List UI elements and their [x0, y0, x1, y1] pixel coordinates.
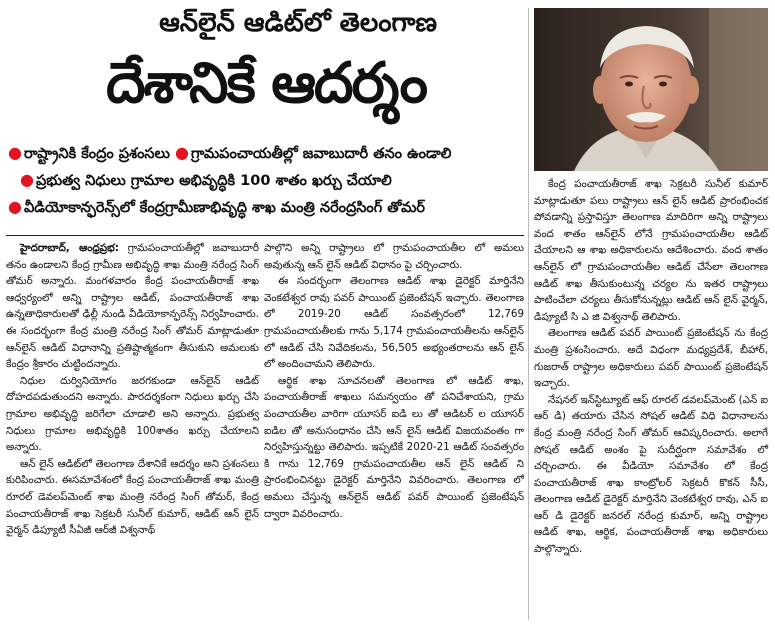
paragraph: ఆర్థిక శాఖ సూచనలతో తెలంగాణ లో ఆడిట్ శాఖ, పంచాయతీరాజ్ శాఖలు సమన్వయం తో పనిచేశాయని, గ్రామ పంచాయతీల వారిగా యూసర్ ఐడి లు తో ఆడిటర్ ల యూసర్ ఐడిల తో అనుసంధానం చేసి ఆన్ లైన్ ఆడిట్ విజయవంతం గా నిర్వహిస్తున్నట్టు తెలిపారు. ఇప్పటికే 2020-21 ఆడిట్ సంవత్సరం కి గాను 12,769 గ్రామపంచాయతీల ఆన్ లైన్ ఆడిట్ ని ప్రారంభించినట్టు డైరెక్టర్ మార్తినేని వివరించారు. తెలంగాణ లో అమలు చేస్తున్న ఆన్‌లైన్ ఆడిట్ పవర్ పాయింట్ ప్రజెంటేషన్ ద్వారా వివరించారు.: [264, 374, 524, 520]
bullet-icon: ●: [20, 170, 34, 189]
article-headline: దేశానికే ఆదర్శం: [105, 51, 426, 116]
subhead-3: ● వీడియోకాన్ఫరెన్స్‌లో కేంద్రగ్రామీణాభివృద్ధి శాఖ మంత్రి నరేంద్రసింగ్ తోమర్: [8, 197, 426, 216]
divider: [6, 235, 524, 236]
paragraph: నేషనల్ ఇన్‌స్టిట్యూట్ ఆఫ్ రూరల్ డవలప్‌మెంట్ (ఎన్ ఐ ఆర్ డి) తయారు చేసిన సోషల్ ఆడిట్ విధి విధానాలను కేంద్ర మంత్రి నరేంద్ర సింగ్ తోమర్ ఆవిష్కరించారు. అలాగే సోషల్ ఆడిట్ అంశం పై సుదీర్ఘంగా సమావేశం లో చర్చించారు. ఈ వీడియో సమావేశం లో కేంద్ర పంచాయతీరాజ్ శాఖ కాంట్రోలర్ సెక్రటరీ కొకన్ సీసీ, తెలంగాణ ఆడిట్ డైరెక్టర్ మార్తినేని వెంకటేశ్వర రావు, ఎన్ ఐ ఆర్ డి డైరెక్టర్ జనరల్ నరేంద్ర కుమార్, అన్ని రాష్ట్రాల ఆడిట్ శాఖ, ఆర్థిక, పంచాయతీరాజ్ శాఖ అధికారులు పాల్గొన్నారు.: [534, 393, 768, 556]
article-kicker: ఆన్‌లైన్ ఆడిట్‌లో తెలంగాణ: [159, 8, 437, 38]
subhead-1: ● రాష్ట్రానికి కేంద్రం ప్రశంసలు ● గ్రామపంచాయతీల్లో జవాబుదారీ తనం ఉండాలి: [8, 143, 452, 162]
dateline: హైదరాబాద్, ఆంధ్రప్రభ:: [20, 242, 119, 254]
article-column-2: [264, 240, 524, 522]
paragraph: నిధుల దుర్వినియోగం జరగకుండా ఆన్‌లైన్ ఆడిట్ దోహదపడుతుందని అన్నారు. పారదర్శకంగా నిధులు ఖర్చు చేసి గ్రామాల అభివృద్ధి జరిగేలా చూడాలి అని అన్నారు. ప్రభుత్వ నిధులు గ్రామాల అభివృద్ధికి 100శాతం ఖర్చు చేయాలని అన్నారు.: [6, 374, 259, 454]
paragraph: తెలంగాణ ఆడిట్ పవర్ పాయింట్ ప్రజెంటేషన్ ను కేంద్ర మంత్రి ప్రశంసించారు. అదే విధంగా మధ్యప్రదేశ్, బీహార్, గుజరాత్ రాష్ట్రాల అధికారులు పవర్ పాయింట్ ప్రజెంటేషన్ ఇచ్చారు.: [534, 327, 768, 390]
minister-photo: [534, 8, 768, 171]
bullet-icon: ●: [8, 197, 22, 216]
article-column-1: [6, 240, 259, 539]
paragraph: హైదరాబాద్, ఆంధ్రప్రభ: గ్రామపంచాయతీల్లో జవాబుదారీ తనం ఉండాలని కేంద్ర గ్రామీణ అభివృద్ధి శాఖ మంత్రి నరేంద్ర సింగ్ తోమర్ అన్నారు. మంగళవారం కేంద్ర పంచాయతీరాజ్ శాఖ ఆధ్వర్యంలో అన్ని రాష్ట్రాల ఆడిట్, పంచాయతీరాజ్ శాఖ ఉన్నతాధికారులతో ఢిల్లీ నుండి వీడియోకాన్ఫరెన్స్ నిర్వహించారు. ఈ సందర్భంగా కేంద్ర మంత్రి నరేంద్ర సింగ్ తోమర్ మాట్లాడుతూ ఆన్‌లైన్ ఆడిట్ విధానాన్ని ప్రతిష్టాత్మకంగా తీసుకుని అమలుకు కేంద్రం శ్రీకారం చుట్టిందన్నారు.: [6, 242, 259, 371]
bullet-icon: ●: [8, 143, 22, 162]
bullet-icon: ●: [174, 143, 189, 162]
paragraph: కేంద్ర పంచాయతీరాజ్ శాఖ సెక్రటరీ సునీల్ కుమార్ మాట్లాడుతూ పలు రాష్ట్రాలు ఆన్ లైన్ ఆడిట్ ప్రారంభించక పోవడాన్ని ప్రస్తావిస్తూ తెలంగాణ మాదిరిగా అన్ని రాష్ట్రాలు వంద శాతం ఆన్‌లైన్ లోనే గ్రామపంచాయతీల ఆడిట్ చేయాలని ఆ శాఖ అధికారులను ఆదేశించారు. వంద శాతం ఆన్‌లైన్ లో గ్రామపంచాయతీల ఆడిట్ చేసేలా తెలంగాణ ఆడిట్ శాఖ తీసుకుంటున్న చర్యల ను ఇతర రాష్ట్రాలు పాటించేలా చర్యలు తీసుకోనున్నట్లు ఆడిట్ ఆన్ లైన్ వైర్మన్, డిప్యూటీ సి ఎ జి విశ్వనాథ్ తెలిపారు.: [534, 178, 768, 323]
portrait-image: [534, 8, 768, 171]
column-divider: [528, 8, 529, 620]
paragraph: ఈ సందర్భంగా తెలంగాణ ఆడిట్ శాఖ డైరెక్టర్ మార్తినేని వెంకటేశ్వర రావు పవర్ పాయింట్ ప్రజెంటేషన్ ఇచ్చారు. తెలంగాణ లో 2019-20 ఆడిట్ సంవత్సరంలో 12,769 గ్రామపంచాయతీలకు గాను 5,174 గ్రామపంచాయతీలను ఆన్‌లైన్ లో ఆడిట్ చేసి నివేదికలను, 56,505 అభ్యంతరాలను ఆన్ లైన్ లో అందించామని తెలిపారు.: [264, 275, 524, 371]
subhead-2: ● ప్రభుత్వ నిధులు గ్రామాల అభివృద్ధికి 100 శాతం ఖర్చు చేయాలి: [20, 170, 392, 189]
paragraph: ఆన్ లైన్ ఆడిట్‌లో తెలంగాణ దేశానికే ఆదర్శం అని ప్రశంసలు కురిపించారు. ఈసమావేశంలో కేంద్ర పంచాయతీరాజ్ శాఖ మంత్రి రూరల్ డెవలప్‌మెంట్ శాఖ మంత్రి నరేంద్ర సింగ్ తోమర్, కేంద్ర పంచాయతీరాజ్ శాఖ సెక్రటరీ సునీల్ కుమార్, ఆడిట్ ఆన్ లైన్ వైర్మన్ డిప్యూటీ సీఏజీ ఆర్‌జీ విశ్వనాథ్: [6, 457, 259, 537]
paragraph: పాల్గొని అన్ని రాష్ట్రాలు లో గ్రామపంచాయతీల లో అమలు అవుతున్న ఆన్ లైన్ ఆడిట్ విధానం పై చర్చించారు.: [264, 242, 524, 271]
article-column-3: [534, 176, 768, 558]
article-subheads: [8, 140, 518, 221]
